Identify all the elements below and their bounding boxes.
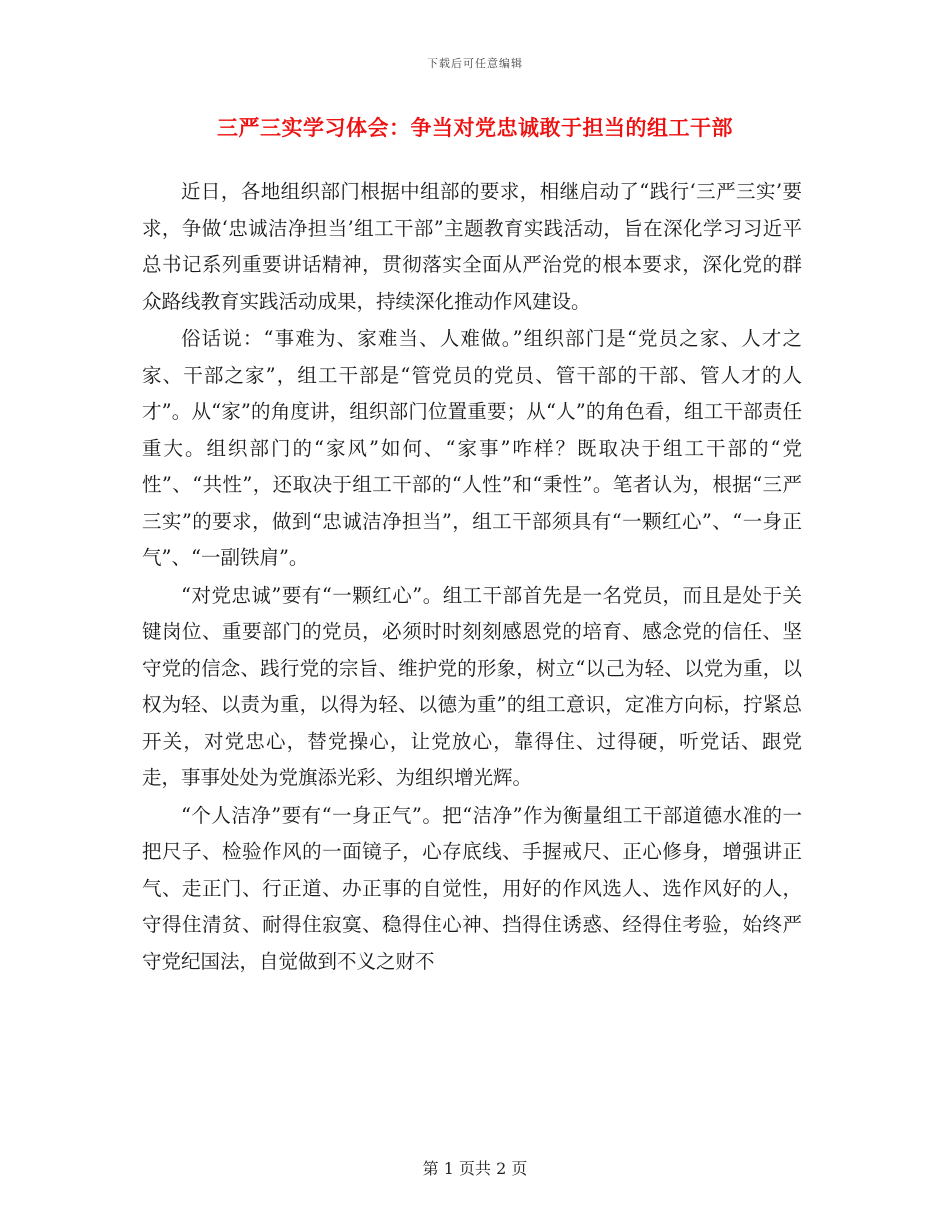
document-title: 三严三实学习体会：争当对党忠诚敢于担当的组工干部 [217, 115, 733, 140]
paragraph-1: 近日，各地组织部门根据中组部的要求，相继启动了“践行‘三严三实’要求，争做‘忠诚洁净担当’组工干部”主题教育实践活动，旨在深化学习习近平总书记系列重要讲话精神，贯彻落实全面从严治党的根本要求，深化党的群众路线教育实践活动成果，持续深化推动作风建设。 [142, 180, 802, 313]
paragraph-3: “对党忠诚”要有“一颗红心”。组工干部首先是一名党员，而且是处于关键岗位、重要部门的党员，必须时时刻刻感恩党的培育、感念党的信任、坚守党的信念、践行党的宗旨、维护党的形象，树立“以己为轻、以党为重，以权为轻、以责为重，以得为轻、以德为重”的组工意识，定准方向标，拧紧总开关，对党忠心，替党操心，让党放心，靠得住、过得硬，听党话、跟党走，事事处处为党旗添光彩、为组织增光辉。 [142, 583, 802, 789]
page-header-note: 下载后可任意编辑 [427, 57, 523, 70]
paragraph-2: 俗话说：“事难为、家难当、人难做。”组织部门是“党员之家、人才之家、干部之家”，组工干部是“管党员的党员、管干部的干部、管人才的人才”。从“家”的角度讲，组织部门位置重要；从“人”的角色看，组工干部责任重大。组织部门的“家风”如何、“家事”咋样？既取决于组工干部的“党性”、“共性”，还取决于组工干部的“人性”和“秉性”。笔者认为，根据“三严三实”的要求，做到“忠诚洁净担当”，组工干部须具有“一颗红心”、“一身正气”、“一副铁肩”。 [142, 327, 802, 569]
paragraph-4: “个人洁净”要有“一身正气”。把“洁净”作为衡量组工干部道德水准的一把尺子、检验作风的一面镜子，心存底线、手握戒尺、正心修身，增强讲正气、走正门、行正道、办正事的自觉性，用好的作风选人、选作风好的人，守得住清贫、耐得住寂寞、稳得住心神、挡得住诱惑、经得住考验，始终严守党纪国法，自觉做到不义之财不 [142, 803, 802, 973]
document-body [142, 174, 802, 981]
page-number: 第 1 页共 2 页 [422, 1159, 528, 1178]
